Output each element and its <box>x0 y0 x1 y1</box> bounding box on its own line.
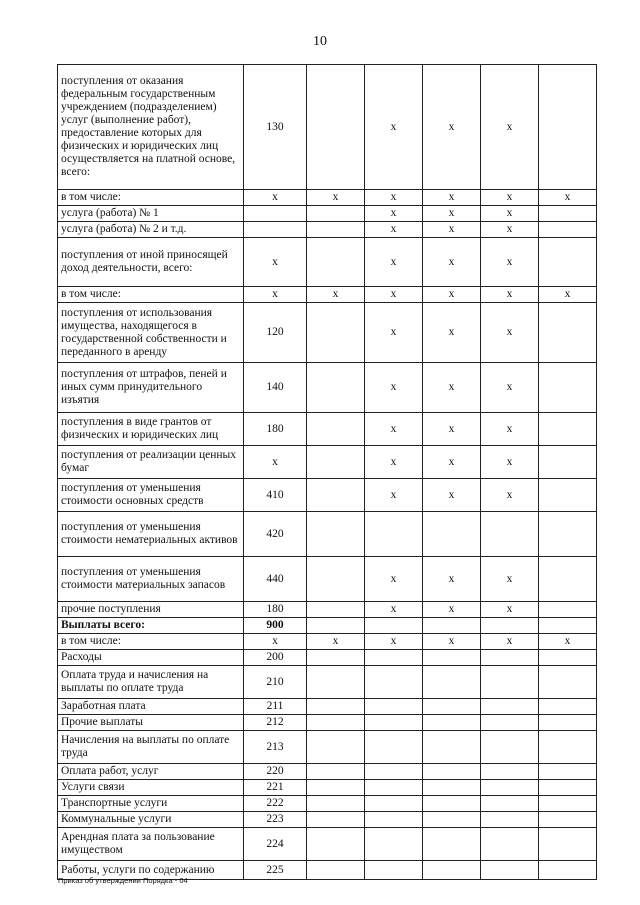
row-value-cell: x <box>481 206 539 222</box>
row-value-cell <box>307 557 365 602</box>
row-code-cell: 120 <box>244 303 307 363</box>
row-code-cell: 223 <box>244 812 307 828</box>
row-value-cell: x <box>481 303 539 363</box>
row-code-cell: 225 <box>244 861 307 880</box>
row-name-cell: поступления от уменьшения стоимости основных средств <box>58 479 244 512</box>
row-value-cell <box>481 618 539 634</box>
row-value-cell <box>423 861 481 880</box>
row-name-cell: поступления от штрафов, пеней и иных сумм принудительного изъятия <box>58 363 244 413</box>
row-name-cell: поступления от оказания федеральным государственным учреждением (подразделением) услуг (выполнение работ), предоставление которых для физических и юридических лиц осуществляется на платной основе, всего: <box>58 65 244 190</box>
row-value-cell: x <box>481 634 539 650</box>
table-row <box>58 303 597 363</box>
row-name-cell: прочие поступления <box>58 602 244 618</box>
row-code-cell: 224 <box>244 828 307 861</box>
row-value-cell: x <box>365 238 423 287</box>
row-name-cell: Оплата работ, услуг <box>58 764 244 780</box>
row-code-cell: x <box>244 634 307 650</box>
row-code-cell: 213 <box>244 731 307 764</box>
row-code-cell: x <box>244 190 307 206</box>
row-value-cell <box>481 666 539 699</box>
row-value-cell <box>539 303 597 363</box>
row-name-cell: Прочие выплаты <box>58 715 244 731</box>
row-code-cell: 130 <box>244 65 307 190</box>
row-name-cell: поступления от иной приносящей доход деятельности, всего: <box>58 238 244 287</box>
row-value-cell <box>307 363 365 413</box>
row-value-cell <box>539 238 597 287</box>
row-value-cell <box>307 413 365 446</box>
row-value-cell: x <box>423 65 481 190</box>
row-value-cell <box>365 618 423 634</box>
row-code-cell: x <box>244 238 307 287</box>
row-name-cell: поступления от уменьшения стоимости нематериальных активов <box>58 512 244 557</box>
row-value-cell <box>539 222 597 238</box>
row-value-cell <box>365 861 423 880</box>
row-value-cell <box>539 666 597 699</box>
row-value-cell <box>365 666 423 699</box>
row-value-cell <box>539 780 597 796</box>
row-value-cell <box>365 812 423 828</box>
table-row <box>58 715 597 731</box>
row-value-cell: x <box>481 222 539 238</box>
row-value-cell <box>481 828 539 861</box>
row-code-cell: 440 <box>244 557 307 602</box>
row-value-cell <box>423 731 481 764</box>
row-value-cell: x <box>423 602 481 618</box>
row-value-cell <box>481 699 539 715</box>
row-value-cell: x <box>423 413 481 446</box>
row-value-cell <box>307 828 365 861</box>
row-value-cell: x <box>365 413 423 446</box>
row-name-cell: Коммунальные услуги <box>58 812 244 828</box>
row-value-cell <box>307 699 365 715</box>
table-row <box>58 413 597 446</box>
row-value-cell: x <box>423 634 481 650</box>
row-value-cell: x <box>481 238 539 287</box>
row-name-cell: Услуги связи <box>58 780 244 796</box>
row-value-cell <box>307 65 365 190</box>
row-code-cell: x <box>244 446 307 479</box>
row-value-cell <box>423 666 481 699</box>
row-value-cell <box>539 715 597 731</box>
row-value-cell <box>423 618 481 634</box>
row-value-cell: x <box>481 602 539 618</box>
row-value-cell <box>365 731 423 764</box>
row-code-cell <box>244 206 307 222</box>
row-value-cell <box>307 731 365 764</box>
row-value-cell <box>307 238 365 287</box>
row-value-cell: x <box>423 303 481 363</box>
table-row <box>58 206 597 222</box>
row-value-cell: x <box>423 363 481 413</box>
row-value-cell: x <box>423 557 481 602</box>
row-value-cell: x <box>423 479 481 512</box>
row-value-cell <box>423 650 481 666</box>
row-value-cell <box>365 699 423 715</box>
row-value-cell <box>307 796 365 812</box>
table-row <box>58 796 597 812</box>
row-value-cell <box>307 861 365 880</box>
row-code-cell <box>244 222 307 238</box>
table-row <box>58 699 597 715</box>
row-name-cell: Транспортные услуги <box>58 796 244 812</box>
row-code-cell: 180 <box>244 413 307 446</box>
row-value-cell: x <box>423 206 481 222</box>
row-value-cell: x <box>365 363 423 413</box>
row-code-cell: 210 <box>244 666 307 699</box>
row-value-cell <box>423 764 481 780</box>
table-row <box>58 650 597 666</box>
row-value-cell <box>539 618 597 634</box>
row-name-cell: Арендная плата за пользование имуществом <box>58 828 244 861</box>
table-row <box>58 812 597 828</box>
row-value-cell <box>423 828 481 861</box>
row-value-cell <box>307 479 365 512</box>
row-value-cell: x <box>423 287 481 303</box>
row-value-cell <box>423 796 481 812</box>
row-value-cell: x <box>365 634 423 650</box>
table-row <box>58 828 597 861</box>
row-value-cell <box>481 715 539 731</box>
table-row <box>58 446 597 479</box>
row-value-cell <box>539 65 597 190</box>
row-name-cell: Выплаты всего: <box>58 618 244 634</box>
row-value-cell <box>365 715 423 731</box>
row-value-cell <box>365 764 423 780</box>
row-value-cell: x <box>481 363 539 413</box>
row-value-cell <box>423 715 481 731</box>
row-value-cell <box>539 602 597 618</box>
row-value-cell <box>307 303 365 363</box>
row-value-cell <box>423 812 481 828</box>
row-value-cell <box>307 206 365 222</box>
row-value-cell: x <box>423 222 481 238</box>
row-name-cell: услуга (работа) № 1 <box>58 206 244 222</box>
row-name-cell: поступления от уменьшения стоимости материальных запасов <box>58 557 244 602</box>
row-value-cell: x <box>365 222 423 238</box>
row-name-cell: Заработная плата <box>58 699 244 715</box>
table-row <box>58 557 597 602</box>
row-value-cell <box>423 699 481 715</box>
row-code-cell: 200 <box>244 650 307 666</box>
row-code-cell: 420 <box>244 512 307 557</box>
row-value-cell <box>539 206 597 222</box>
row-value-cell <box>423 512 481 557</box>
table-row <box>58 190 597 206</box>
row-value-cell <box>307 650 365 666</box>
row-value-cell <box>481 731 539 764</box>
row-name-cell: Начисления на выплаты по оплате труда <box>58 731 244 764</box>
row-code-cell: 212 <box>244 715 307 731</box>
row-value-cell: x <box>481 190 539 206</box>
table-row <box>58 780 597 796</box>
row-value-cell <box>423 780 481 796</box>
row-value-cell <box>307 764 365 780</box>
row-value-cell <box>365 512 423 557</box>
row-name-cell: поступления от использования имущества, находящегося в государственной собственности и переданного в аренду <box>58 303 244 363</box>
footer-text: Приказ об утверждении Порядка - 04 <box>58 876 188 885</box>
row-value-cell <box>481 764 539 780</box>
row-name-cell: в том числе: <box>58 190 244 206</box>
row-value-cell <box>481 512 539 557</box>
table-row <box>58 479 597 512</box>
row-value-cell: x <box>365 206 423 222</box>
row-value-cell: x <box>481 413 539 446</box>
row-value-cell <box>539 764 597 780</box>
row-value-cell: x <box>481 446 539 479</box>
row-value-cell <box>365 650 423 666</box>
row-value-cell: x <box>365 303 423 363</box>
row-value-cell <box>481 780 539 796</box>
row-value-cell: x <box>481 557 539 602</box>
row-value-cell: x <box>539 190 597 206</box>
row-name-cell: в том числе: <box>58 634 244 650</box>
table-row <box>58 764 597 780</box>
row-value-cell: x <box>481 479 539 512</box>
row-value-cell: x <box>307 634 365 650</box>
row-value-cell <box>539 479 597 512</box>
row-code-cell: 211 <box>244 699 307 715</box>
table-row <box>58 238 597 287</box>
row-name-cell: поступления в виде грантов от физических и юридических лиц <box>58 413 244 446</box>
row-value-cell: x <box>539 634 597 650</box>
row-value-cell: x <box>365 557 423 602</box>
page-number: 10 <box>313 34 327 49</box>
table-row <box>58 731 597 764</box>
row-value-cell <box>365 780 423 796</box>
row-code-cell: 221 <box>244 780 307 796</box>
row-value-cell <box>481 861 539 880</box>
row-code-cell: 410 <box>244 479 307 512</box>
row-name-cell: в том числе: <box>58 287 244 303</box>
row-value-cell <box>307 666 365 699</box>
row-value-cell <box>539 796 597 812</box>
row-value-cell: x <box>365 65 423 190</box>
row-value-cell: x <box>307 287 365 303</box>
row-value-cell: x <box>481 65 539 190</box>
table-row <box>58 666 597 699</box>
row-name-cell: Оплата труда и начисления на выплаты по оплате труда <box>58 666 244 699</box>
row-name-cell: поступления от реализации ценных бумаг <box>58 446 244 479</box>
row-value-cell <box>539 413 597 446</box>
row-value-cell <box>539 363 597 413</box>
table-row <box>58 602 597 618</box>
row-code-cell: 180 <box>244 602 307 618</box>
row-value-cell: x <box>365 190 423 206</box>
row-value-cell: x <box>365 479 423 512</box>
row-code-cell: 900 <box>244 618 307 634</box>
row-code-cell: 220 <box>244 764 307 780</box>
table-row <box>58 363 597 413</box>
row-value-cell <box>307 222 365 238</box>
row-value-cell: x <box>423 238 481 287</box>
row-value-cell <box>307 618 365 634</box>
table-row <box>58 287 597 303</box>
row-name-cell: Расходы <box>58 650 244 666</box>
row-value-cell: x <box>423 446 481 479</box>
row-value-cell <box>481 812 539 828</box>
row-name-cell: Работы, услуги по содержанию <box>58 861 244 880</box>
row-name-cell: услуга (работа) № 2 и т.д. <box>58 222 244 238</box>
row-value-cell <box>365 828 423 861</box>
row-code-cell: x <box>244 287 307 303</box>
row-value-cell <box>365 796 423 812</box>
row-value-cell <box>481 796 539 812</box>
table-row <box>58 512 597 557</box>
row-value-cell <box>539 731 597 764</box>
row-value-cell <box>539 650 597 666</box>
row-value-cell: x <box>365 287 423 303</box>
row-value-cell: x <box>365 446 423 479</box>
row-value-cell: x <box>365 602 423 618</box>
row-value-cell <box>539 512 597 557</box>
row-value-cell: x <box>481 287 539 303</box>
row-value-cell <box>307 812 365 828</box>
row-value-cell <box>307 602 365 618</box>
row-value-cell: x <box>539 287 597 303</box>
table-row <box>58 634 597 650</box>
row-value-cell <box>307 512 365 557</box>
table-row <box>58 618 597 634</box>
row-value-cell <box>539 699 597 715</box>
row-value-cell <box>307 715 365 731</box>
table-row <box>58 222 597 238</box>
budget-table <box>57 64 597 880</box>
row-value-cell <box>539 557 597 602</box>
table-row <box>58 65 597 190</box>
row-value-cell <box>307 446 365 479</box>
row-value-cell <box>539 861 597 880</box>
row-value-cell: x <box>307 190 365 206</box>
row-value-cell: x <box>423 190 481 206</box>
row-code-cell: 140 <box>244 363 307 413</box>
row-value-cell <box>307 780 365 796</box>
row-code-cell: 222 <box>244 796 307 812</box>
row-value-cell <box>539 828 597 861</box>
row-value-cell <box>539 446 597 479</box>
row-value-cell <box>539 812 597 828</box>
row-value-cell <box>481 650 539 666</box>
